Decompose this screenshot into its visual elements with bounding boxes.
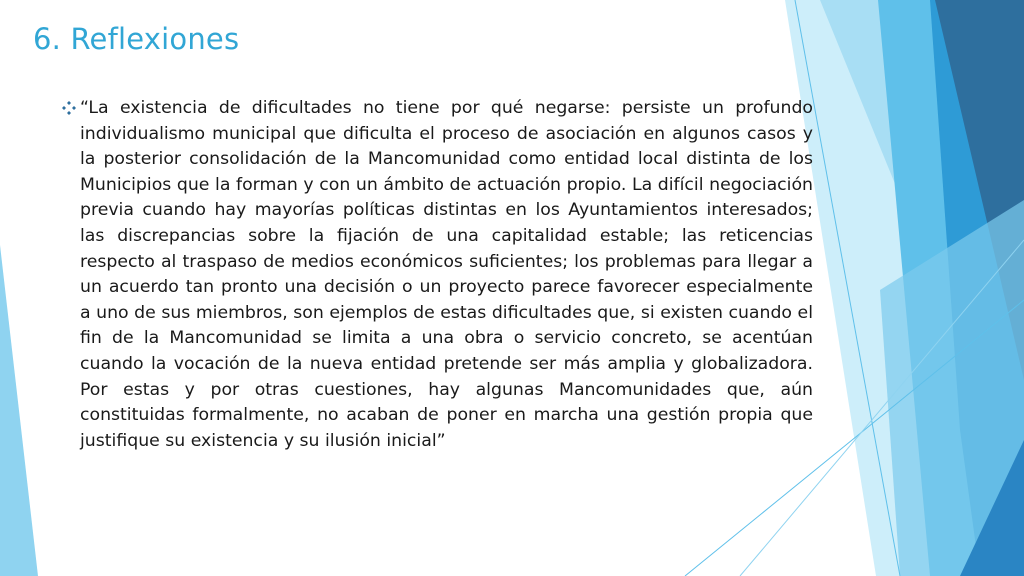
slide-title: 6. Reflexiones	[33, 22, 240, 56]
quote-text: “La existencia de dificultades no tiene por qué negarse: persiste un profundo individualismo municipal que dificulta el proceso de asociación en algunos casos y la posterior consolidación de la Mancomunidad como entidad local distinta de los Municipios que la forman y con un ámbito de actuación propio. La difícil negociación previa cuando hay mayorías políticas distintas en los Ayuntamientos interesados; las discrepancias sobre la fijación de una capitalidad estable; las reticencias respecto al traspaso de medios económicos suficientes; los problemas para llegar a un acuerdo tan pronto una decisión o un proyecto parece favorecer especialmente a uno de sus miembros, son ejemplos de estas dificultades que, si existen cuando el fin de la Mancomunidad se limita a una obra o servicio concreto, se acentúan cuando la vocación de la nueva entidad pretende ser más amplia y globalizadora. Por estas y por otras cuestiones, hay algunas Mancomunidades que, aún constituidas formalmente, no acaban de poner en marcha una gestión propia que justifique su existencia y su ilusión inicial”	[80, 98, 813, 451]
four-diamond-bullet-icon	[58, 97, 80, 119]
left-accent-triangle	[0, 245, 38, 576]
quote-bullet-item	[58, 96, 813, 454]
